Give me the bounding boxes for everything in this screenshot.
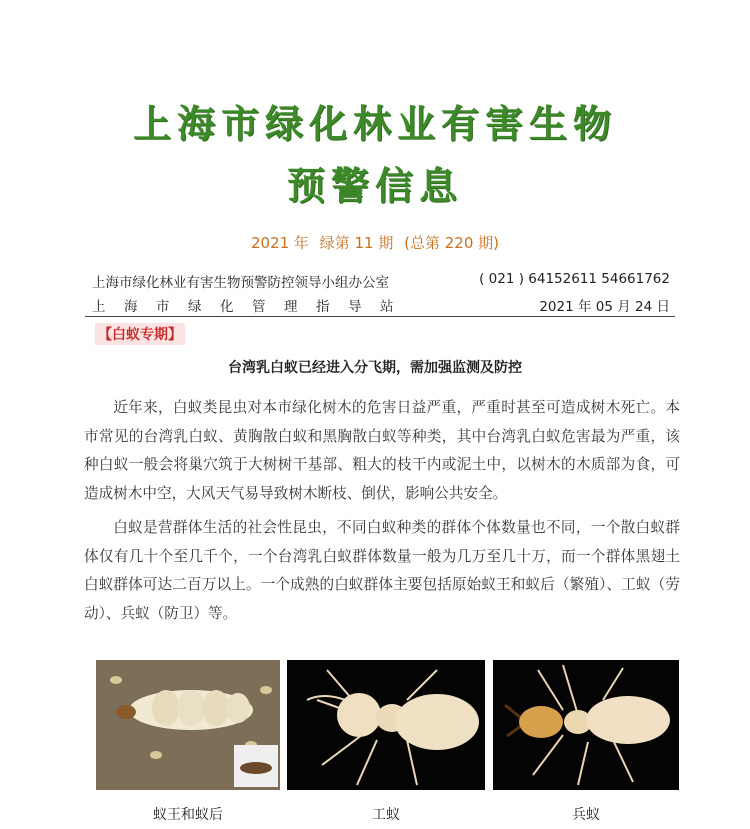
article-paragraph-2: 白蚁是营群体生活的社会性昆虫，不同白蚁种类的群体个体数量也不同，一个散白蚁群体仅有几十个至几千个，一个台湾乳白蚁群体数量一般为几万至几十万，而一个群体黑翅土白蚁群体可达二百万以上。一个成熟的白蚁群体主要包括原始蚁王和蚁后（繁殖）、工蚁（劳动）、兵蚁（防卫）等。 bbox=[84, 519, 680, 622]
station-name: 上海市绿化管理指导站 bbox=[92, 299, 412, 315]
issue-date: 2021 年 05 月 24 日 bbox=[539, 299, 670, 315]
article-headline: 台湾乳白蚁已经进入分飞期，需加强监测及防控 bbox=[228, 360, 522, 376]
worker-termite-photo bbox=[287, 660, 485, 790]
termite-queen-photo bbox=[96, 660, 280, 790]
photo-caption-queen: 蚁王和蚁后 bbox=[153, 807, 223, 823]
photo-caption-soldier: 兵蚁 bbox=[572, 807, 600, 823]
phone-numbers: ( 021 ) 64152611 54661762 bbox=[479, 271, 670, 287]
office-name: 上海市绿化林业有害生物预警防控领导小组办公室 bbox=[92, 275, 389, 291]
bulletin-title-line1: 上海市绿化林业有害生物 bbox=[132, 101, 617, 146]
photo-caption-worker: 工蚁 bbox=[372, 807, 400, 823]
meta-row-station bbox=[92, 295, 672, 315]
issue-total: (总第 220 期) bbox=[404, 234, 499, 252]
issue-number bbox=[0, 232, 750, 253]
issue-year: 2021 年 bbox=[250, 234, 309, 252]
header-divider bbox=[85, 316, 675, 317]
article-paragraph-1: 近年来，白蚁类昆虫对本市绿化树木的危害日益严重，严重时甚至可造成树木死亡。本市常见的台湾乳白蚁、黄胸散白蚁和黑胸散白蚁等种类，其中台湾乳白蚁危害最为严重，该种白蚁一般会将巢穴筑于大树树干基部、粗大的枝干内或泥土中，以树木的木质部为食，可造成树木中空，大风天气易导致树木断枝、倒伏，影响公共安全。 bbox=[84, 399, 680, 502]
bulletin-title-line2: 预警信息 bbox=[286, 163, 463, 208]
section-tag: 【白蚁专期】 bbox=[95, 323, 185, 345]
issue-series: 绿第 11 期 bbox=[319, 234, 394, 252]
soldier-termite-photo bbox=[493, 660, 679, 790]
meta-row-office bbox=[92, 271, 672, 291]
